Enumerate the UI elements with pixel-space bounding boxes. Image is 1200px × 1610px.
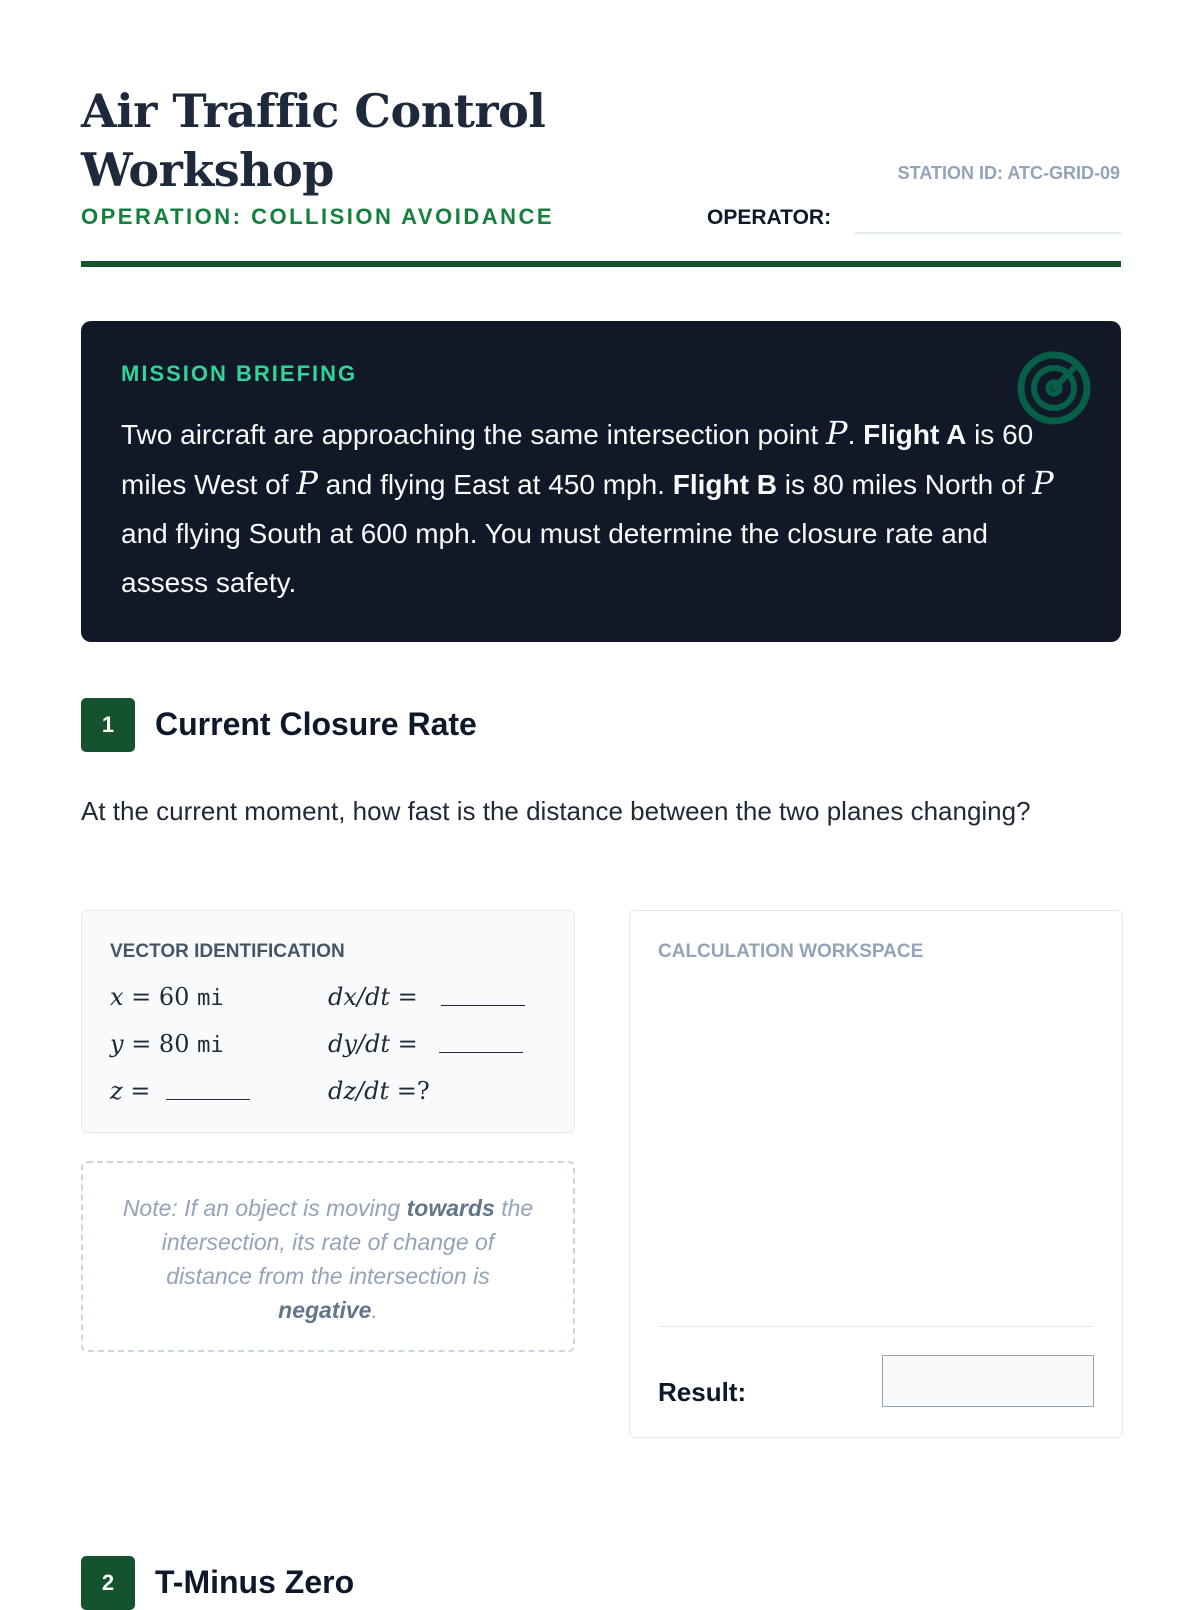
z-variable: z bbox=[110, 1077, 123, 1105]
note-emphasis-negative: negative bbox=[278, 1297, 372, 1323]
briefing-text-part: is 80 miles North of bbox=[776, 469, 1033, 500]
calculation-workspace[interactable] bbox=[629, 910, 1123, 1438]
point-symbol: P bbox=[296, 464, 318, 502]
dz-unknown: =? bbox=[389, 1077, 430, 1105]
dy-dt-symbol: dy/dt bbox=[328, 1030, 391, 1058]
header-divider bbox=[81, 261, 1121, 267]
dx-equals: = bbox=[390, 983, 418, 1011]
y-value: = 80 bbox=[123, 1030, 198, 1058]
dy-answer-blank[interactable] bbox=[439, 1052, 523, 1053]
workspace-divider bbox=[658, 1326, 1094, 1327]
dx-equation bbox=[328, 983, 418, 1011]
dx-answer-blank[interactable] bbox=[441, 1005, 525, 1006]
operator-field[interactable] bbox=[855, 208, 1121, 234]
x-equation bbox=[110, 983, 224, 1013]
result-label: Result: bbox=[658, 1377, 747, 1407]
x-variable: x bbox=[110, 983, 124, 1011]
dx-dt-symbol: dx/dt bbox=[328, 983, 390, 1011]
result-input[interactable] bbox=[882, 1355, 1094, 1407]
dz-equation bbox=[328, 1077, 430, 1105]
briefing-text-part: and flying East at 450 mph. bbox=[317, 469, 673, 500]
y-variable: y bbox=[110, 1030, 124, 1058]
note-text: . bbox=[371, 1297, 378, 1323]
operator-label: OPERATOR: bbox=[707, 206, 832, 229]
point-symbol: P bbox=[1032, 464, 1054, 502]
radar-icon bbox=[1015, 349, 1093, 427]
section-1-title: Current Closure Rate bbox=[155, 706, 477, 742]
y-unit: mi bbox=[197, 1033, 224, 1058]
briefing-text bbox=[121, 409, 1081, 607]
briefing-text-part: . bbox=[847, 419, 864, 450]
station-id: STATION ID: ATC-GRID-09 bbox=[897, 163, 1120, 183]
note-emphasis-towards: towards bbox=[406, 1195, 495, 1221]
note-text: the intersection, its rate of change of distance from the intersection is bbox=[161, 1195, 534, 1289]
vector-identification-panel bbox=[81, 910, 575, 1133]
point-symbol: P bbox=[826, 414, 848, 452]
briefing-text-part: Two aircraft are approaching the same intersection point bbox=[121, 419, 827, 450]
section-2-title: T-Minus Zero bbox=[155, 1564, 355, 1600]
y-equation bbox=[110, 1030, 224, 1060]
section-1-badge: 1 bbox=[81, 698, 135, 752]
section-1-question: At the current moment, how fast is the distance between the two planes changing? bbox=[81, 796, 1031, 826]
dz-dt-symbol: dz/dt bbox=[328, 1077, 390, 1105]
briefing-text-part: is 60 miles West of bbox=[121, 419, 1034, 500]
note-text: Note: If an object is moving bbox=[122, 1195, 407, 1221]
mission-briefing bbox=[81, 321, 1121, 642]
vector-panel-label: VECTOR IDENTIFICATION bbox=[110, 941, 345, 962]
briefing-label: MISSION BRIEFING bbox=[121, 361, 358, 386]
x-value: = 60 bbox=[123, 983, 198, 1011]
page-title: Air Traffic Control Workshop bbox=[81, 84, 546, 197]
flight-a-label: Flight A bbox=[863, 419, 967, 450]
z-equals: = bbox=[122, 1077, 151, 1105]
z-equation bbox=[110, 1077, 150, 1105]
sign-convention-note bbox=[81, 1161, 575, 1352]
section-2-badge: 2 bbox=[81, 1556, 135, 1610]
page-subtitle: OPERATION: COLLISION AVOIDANCE bbox=[81, 204, 555, 229]
workspace-label: CALCULATION WORKSPACE bbox=[658, 941, 924, 962]
dy-equation bbox=[328, 1030, 418, 1058]
flight-b-label: Flight B bbox=[672, 469, 777, 500]
x-unit: mi bbox=[197, 986, 224, 1011]
dy-equals: = bbox=[390, 1030, 418, 1058]
briefing-text-part: and flying South at 600 mph. You must determine the closure rate and assess safety. bbox=[121, 518, 989, 598]
z-answer-blank[interactable] bbox=[166, 1099, 250, 1100]
